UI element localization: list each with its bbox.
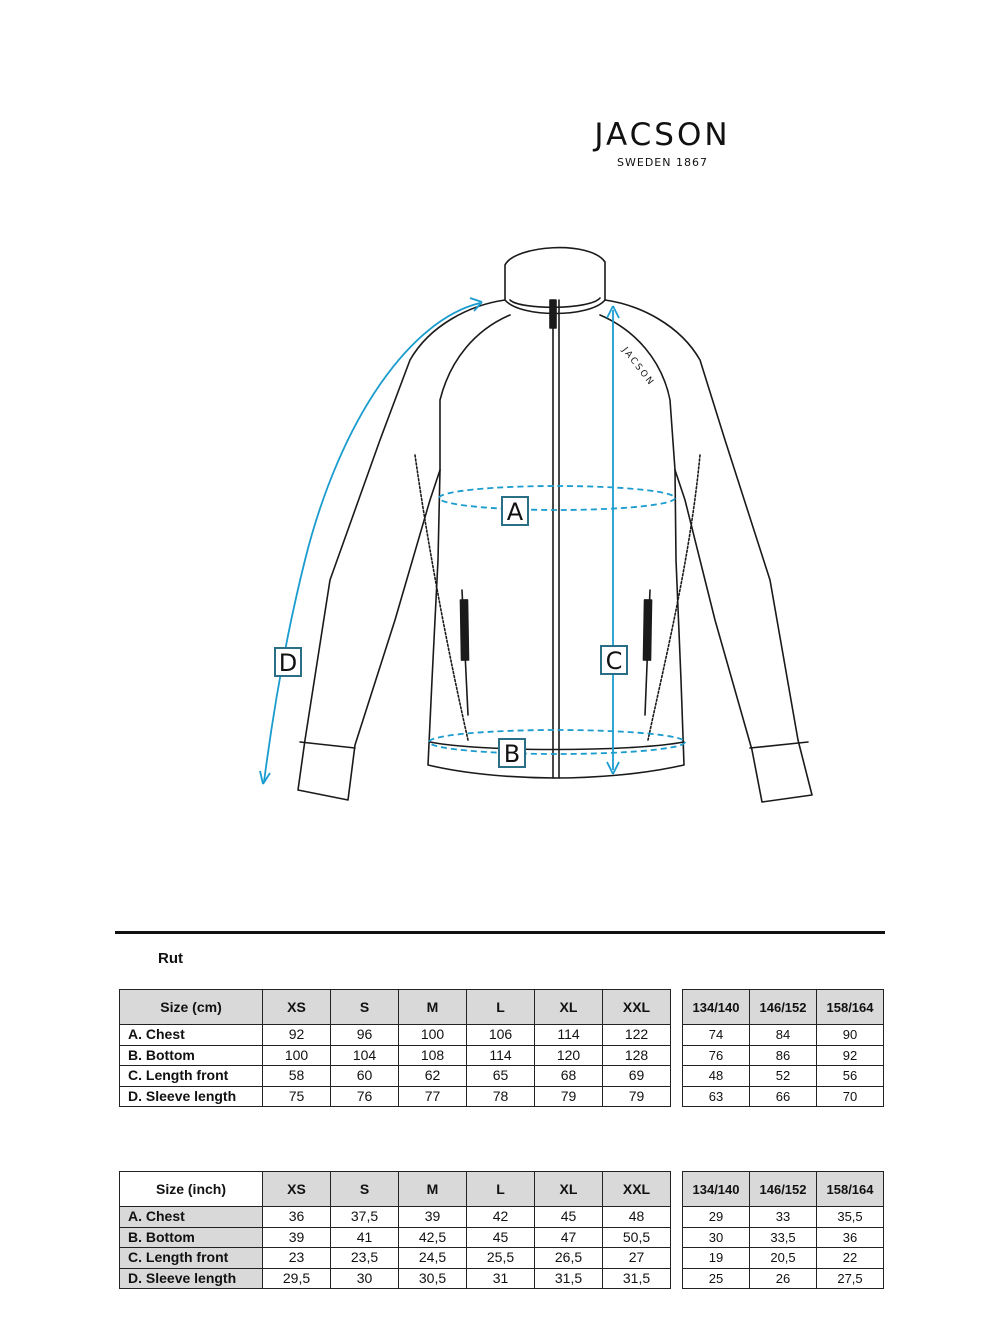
- table-cell: 79: [603, 1086, 671, 1107]
- size-header: XL: [535, 990, 603, 1025]
- size-header: XXL: [603, 1172, 671, 1207]
- table-cell: 25,5: [467, 1248, 535, 1269]
- table-cell: 104: [331, 1045, 399, 1066]
- table-row: [683, 1207, 884, 1228]
- table-cell: 26,5: [535, 1248, 603, 1269]
- table-cell: 68: [535, 1066, 603, 1087]
- table-row: [683, 1066, 884, 1087]
- table-header-label: Size (cm): [120, 990, 263, 1025]
- table-cell: 100: [263, 1045, 331, 1066]
- table-cell: 76: [683, 1045, 750, 1066]
- size-table-cm: [119, 989, 671, 1107]
- size-header: 134/140: [683, 990, 750, 1025]
- table-row: [683, 1086, 884, 1107]
- table-cell: 37,5: [331, 1207, 399, 1228]
- row-label: D. Sleeve length: [120, 1086, 263, 1107]
- table-row: [120, 1066, 671, 1087]
- size-header: S: [331, 990, 399, 1025]
- svg-text:D: D: [278, 649, 298, 677]
- svg-text:B: B: [503, 740, 521, 768]
- table-cell: 33,5: [750, 1227, 817, 1248]
- table-row: [683, 1045, 884, 1066]
- table-cell: 20,5: [750, 1248, 817, 1269]
- section-divider: [115, 931, 885, 934]
- table-cell: 29: [683, 1207, 750, 1228]
- table-row: [120, 1086, 671, 1107]
- table-cell: 84: [750, 1025, 817, 1046]
- table-cell: 69: [603, 1066, 671, 1087]
- table-row: [683, 1248, 884, 1269]
- table-cell: 48: [683, 1066, 750, 1087]
- size-header: M: [399, 1172, 467, 1207]
- table-cell: 42,5: [399, 1227, 467, 1248]
- table-cell: 79: [535, 1086, 603, 1107]
- bottom-measure-line: [429, 730, 685, 754]
- table-cell: 60: [331, 1066, 399, 1087]
- row-label: B. Bottom: [120, 1045, 263, 1066]
- table-cell: 74: [683, 1025, 750, 1046]
- table-cell: 114: [535, 1025, 603, 1046]
- table-row: [120, 1227, 671, 1248]
- table-cell: 75: [263, 1086, 331, 1107]
- table-cell: 31,5: [603, 1268, 671, 1289]
- table-row: [120, 1268, 671, 1289]
- table-cell: 29,5: [263, 1268, 331, 1289]
- table-row: [683, 1227, 884, 1248]
- table-row: [120, 1207, 671, 1228]
- table-cell: 96: [331, 1025, 399, 1046]
- table-cell: 108: [399, 1045, 467, 1066]
- table-cell: 56: [817, 1066, 884, 1087]
- table-cell: 70: [817, 1086, 884, 1107]
- table-cell: 122: [603, 1025, 671, 1046]
- table-cell: 86: [750, 1045, 817, 1066]
- brand-logo: [560, 118, 765, 169]
- table-cell: 78: [467, 1086, 535, 1107]
- table-cell: 45: [467, 1227, 535, 1248]
- table-cell: 50,5: [603, 1227, 671, 1248]
- table-cell: 30,5: [399, 1268, 467, 1289]
- table-cell: 31: [467, 1268, 535, 1289]
- table-cell: 24,5: [399, 1248, 467, 1269]
- size-header: L: [467, 1172, 535, 1207]
- brand-name: JACSON: [594, 117, 731, 153]
- table-cell: 27: [603, 1248, 671, 1269]
- size-header: XXL: [603, 990, 671, 1025]
- table-cell: 58: [263, 1066, 331, 1087]
- chest-measure-line: [439, 486, 675, 510]
- size-header: XS: [263, 1172, 331, 1207]
- table-cell: 30: [683, 1227, 750, 1248]
- table-row: [120, 1025, 671, 1046]
- size-header: M: [399, 990, 467, 1025]
- table-cell: 66: [750, 1086, 817, 1107]
- measure-label-d: [275, 648, 301, 677]
- table-cell: 23,5: [331, 1248, 399, 1269]
- table-cell: 41: [331, 1227, 399, 1248]
- table-cell: 128: [603, 1045, 671, 1066]
- table-cell: 77: [399, 1086, 467, 1107]
- measure-label-c: [601, 646, 627, 675]
- table-cell: 30: [331, 1268, 399, 1289]
- table-cell: 45: [535, 1207, 603, 1228]
- table-cell: 27,5: [817, 1268, 884, 1289]
- table-cell: 106: [467, 1025, 535, 1046]
- jacket-outline: [298, 248, 812, 802]
- size-header: L: [467, 990, 535, 1025]
- table-header-label: Size (inch): [120, 1172, 263, 1207]
- table-cell: 39: [399, 1207, 467, 1228]
- table-cell: 92: [817, 1045, 884, 1066]
- table-cell: 114: [467, 1045, 535, 1066]
- table-cell: 36: [263, 1207, 331, 1228]
- row-label: C. Length front: [120, 1066, 263, 1087]
- table-cell: 26: [750, 1268, 817, 1289]
- table-cell: 90: [817, 1025, 884, 1046]
- svg-text:C: C: [605, 647, 623, 675]
- size-header: 134/140: [683, 1172, 750, 1207]
- table-cell: 42: [467, 1207, 535, 1228]
- table-cell: 23: [263, 1248, 331, 1269]
- table-cell: 120: [535, 1045, 603, 1066]
- table-header-row: [683, 990, 884, 1025]
- table-cell: 33: [750, 1207, 817, 1228]
- table-cell: 47: [535, 1227, 603, 1248]
- row-label: C. Length front: [120, 1248, 263, 1269]
- measure-label-b: [499, 739, 525, 768]
- row-label: D. Sleeve length: [120, 1268, 263, 1289]
- table-cell: 19: [683, 1248, 750, 1269]
- table-cell: 35,5: [817, 1207, 884, 1228]
- table-cell: 92: [263, 1025, 331, 1046]
- size-header: 146/152: [750, 1172, 817, 1207]
- table-cell: 22: [817, 1248, 884, 1269]
- kids-size-table-inch: [682, 1171, 884, 1289]
- table-cell: 65: [467, 1066, 535, 1087]
- table-cell: 48: [603, 1207, 671, 1228]
- measure-lines: [260, 298, 685, 784]
- table-row: [120, 1045, 671, 1066]
- size-header: XL: [535, 1172, 603, 1207]
- table-row: [120, 1248, 671, 1269]
- table-row: [683, 1025, 884, 1046]
- table-row: [683, 1268, 884, 1289]
- table-cell: 63: [683, 1086, 750, 1107]
- size-header: 158/164: [817, 990, 884, 1025]
- table-header-row: [120, 1172, 671, 1207]
- table-header-row: [120, 990, 671, 1025]
- svg-text:A: A: [506, 498, 524, 526]
- table-cell: 39: [263, 1227, 331, 1248]
- size-table-inch: [119, 1171, 671, 1289]
- table-header-row: [683, 1172, 884, 1207]
- table-cell: 52: [750, 1066, 817, 1087]
- table-cell: 31,5: [535, 1268, 603, 1289]
- table-cell: 100: [399, 1025, 467, 1046]
- table-cell: 62: [399, 1066, 467, 1087]
- table-cell: 25: [683, 1268, 750, 1289]
- row-label: A. Chest: [120, 1207, 263, 1228]
- size-header: S: [331, 1172, 399, 1207]
- size-header: 146/152: [750, 990, 817, 1025]
- sleeve-measure-line: [264, 303, 480, 782]
- kids-size-table-cm: [682, 989, 884, 1107]
- table-cell: 36: [817, 1227, 884, 1248]
- table-cell: 76: [331, 1086, 399, 1107]
- size-header: 158/164: [817, 1172, 884, 1207]
- row-label: B. Bottom: [120, 1227, 263, 1248]
- sleeve-print: JACSON: [619, 345, 657, 389]
- size-header: XS: [263, 990, 331, 1025]
- section-title: Rut: [158, 950, 183, 967]
- brand-tagline: SWEDEN 1867: [617, 156, 708, 169]
- jacket-diagram: [0, 220, 1000, 820]
- row-label: A. Chest: [120, 1025, 263, 1046]
- measure-label-a: [502, 497, 528, 526]
